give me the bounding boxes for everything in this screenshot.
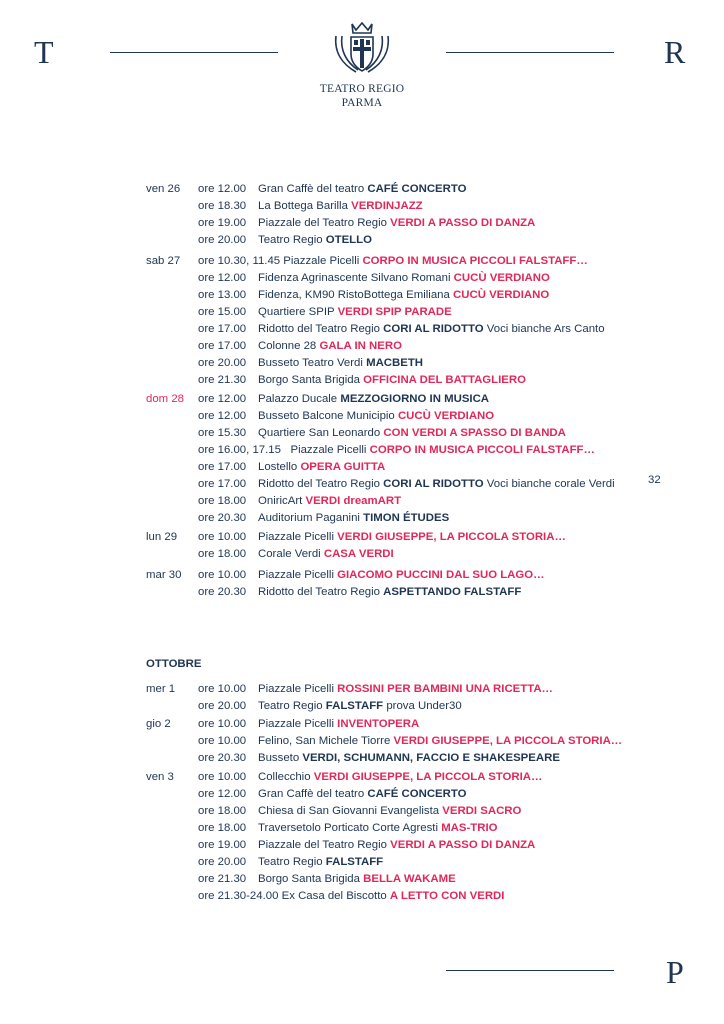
event-time: ore 18.00 [198, 495, 247, 507]
event-details [258, 855, 383, 869]
event-venue: Chiesa di San Giovanni Evangelista [258, 805, 440, 817]
event-title: VERDI GIUSEPPE, LA PICCOLA STORIA… [393, 735, 623, 747]
event-title: CAFÉ CONCERTO [367, 183, 467, 195]
logo-name: TEATRO REGIO [319, 83, 405, 95]
event-venue: Auditorium Paganini [258, 512, 360, 524]
event-time: ore 20.30 [198, 586, 247, 598]
event-details [258, 322, 605, 336]
event-details [258, 494, 401, 508]
event-venue: Ridotto del Teatro Regio [258, 478, 380, 490]
event-title: CORPO IN MUSICA PICCOLI FALSTAFF… [362, 255, 588, 267]
theatre-logo [318, 20, 406, 110]
event-title: OTELLO [325, 234, 372, 246]
event-title: CAFÉ CONCERTO [367, 788, 467, 800]
event-title: ASPETTANDO FALSTAFF [383, 586, 522, 598]
event-details [258, 734, 622, 748]
header-letter-left: T [34, 34, 54, 70]
event-time: ore 10.00 [198, 531, 247, 543]
event-venue: Fidenza, KM90 RistoBottega Emiliana [258, 289, 450, 301]
event-venue: Fidenza Agrinascente Silvano Romani [258, 272, 451, 284]
event-details [258, 838, 535, 852]
event-venue: Piazzale Picelli [283, 255, 360, 267]
event-venue: Quartiere San Leonardo [258, 427, 381, 439]
event-day: ven 26 [146, 183, 181, 195]
header-rule-left [110, 52, 278, 53]
event-details [258, 787, 467, 801]
event-venue: Piazzale del Teatro Regio [258, 217, 387, 229]
event-time: ore 17.00 [198, 461, 247, 473]
event-title: CON VERDI A SPASSO DI BANDA [383, 427, 566, 439]
event-venue: Traversetolo Porticato Corte Agresti [258, 822, 439, 834]
event-venue: Corale Verdi [258, 548, 321, 560]
event-venue: La Bottega Barilla [258, 200, 348, 212]
event-details [258, 530, 566, 544]
event-venue: Teatro Regio [258, 234, 323, 246]
event-details [258, 804, 521, 818]
event-time: ore 12.00 [198, 272, 247, 284]
event-details [258, 288, 549, 302]
event-time: ore 10.00 [198, 569, 247, 581]
event-title: CORPO IN MUSICA PICCOLI FALSTAFF… [369, 444, 595, 456]
event-time: ore 17.00 [198, 478, 247, 490]
event-venue: Palazzo Ducale [258, 393, 338, 405]
event-details [258, 568, 545, 582]
event-details [258, 199, 423, 213]
event-title: VERDI A PASSO DI DANZA [390, 217, 536, 229]
event-venue: Busseto Balcone Municipio [258, 410, 395, 422]
event-time: ore 12.00 [198, 183, 247, 195]
event-venue: Piazzale Picelli [258, 718, 334, 730]
event-venue: OniricArt [258, 495, 303, 507]
event-details [258, 821, 498, 835]
event-venue: Colonne 28 [258, 340, 317, 352]
event-venue: Piazzale Picelli [258, 531, 334, 543]
event-details [258, 426, 566, 440]
event-title: GIACOMO PUCCINI DAL SUO LAGO… [337, 569, 545, 581]
event-time: ore 19.00 [198, 839, 247, 851]
event-time: ore 18.00 [198, 822, 247, 834]
event-venue: Piazzale del Teatro Regio [258, 839, 387, 851]
event-note: Voci bianche Ars Canto [486, 323, 605, 335]
event-details [258, 373, 526, 387]
event-title: VERDI, SCHUMANN, FACCIO E SHAKESPEARE [302, 752, 560, 764]
event-time: ore 21.30 [198, 873, 247, 885]
event-note: Voci bianche corale Verdi [486, 478, 615, 490]
event-time: ore 18.00 [198, 548, 247, 560]
event-title: FALSTAFF [325, 856, 384, 868]
event-title: CASA VERDI [323, 548, 394, 560]
event-time: ore 20.30 [198, 752, 247, 764]
event-venue: Piazzale Picelli [258, 683, 334, 695]
event-details [258, 477, 615, 491]
event-venue: Borgo Santa Brigida [258, 374, 360, 386]
event-details [258, 271, 550, 285]
header-letter-right: R [664, 34, 686, 70]
event-details [258, 392, 489, 406]
footer-letter: P [666, 954, 684, 990]
event-time: ore 16.00, 17.15 [198, 444, 281, 456]
event-venue: Teatro Regio [258, 856, 323, 868]
event-day: sab 27 [146, 255, 181, 267]
event-venue: Quartiere SPIP [258, 306, 335, 318]
event-venue: Lostello [258, 461, 298, 473]
event-time: ore 12.00 [198, 393, 247, 405]
event-details [258, 547, 394, 561]
month-heading: OTTOBRE [146, 658, 202, 670]
event-venue: Gran Caffè del teatro [258, 183, 365, 195]
event-time: ore 20.00 [198, 700, 247, 712]
event-day: dom 28 [146, 393, 184, 405]
event-details [258, 699, 462, 713]
event-details [258, 182, 467, 196]
event-time: ore 13.00 [198, 289, 247, 301]
event-note: prova Under30 [386, 700, 462, 712]
event-time: ore 17.00 [198, 340, 247, 352]
event-time: ore 20.00 [198, 234, 247, 246]
event-title: OPERA GUITTA [300, 461, 386, 473]
event-details [258, 233, 372, 247]
footer-rule [446, 970, 614, 971]
event-title: FALSTAFF [325, 700, 384, 712]
event-venue: Piazzale Picelli [290, 444, 367, 456]
event-details [258, 585, 521, 599]
event-venue: Felino, San Michele Tiorre [258, 735, 391, 747]
event-title: OFFICINA DEL BATTAGLIERO [363, 374, 526, 386]
event-time: ore 12.00 [198, 410, 247, 422]
logo-city: PARMA [341, 97, 383, 109]
event-title: INVENTOPERA [337, 718, 420, 730]
event-details [198, 889, 504, 903]
event-title: ROSSINI PER BAMBINI UNA RICETTA… [337, 683, 553, 695]
event-title: VERDI GIUSEPPE, LA PICCOLA STORIA… [313, 771, 543, 783]
event-details [258, 216, 535, 230]
event-time: ore 21.30-24.00 [198, 890, 279, 902]
event-day: mer 1 [146, 683, 176, 695]
event-venue: Ridotto del Teatro Regio [258, 323, 380, 335]
event-title: BELLA WAKAME [363, 873, 456, 885]
event-time: ore 20.00 [198, 357, 247, 369]
event-time: ore 15.30 [198, 427, 247, 439]
event-title: VERDI GIUSEPPE, LA PICCOLA STORIA… [337, 531, 566, 543]
event-title: CUCÙ VERDIANO [397, 410, 495, 422]
event-title: MAS-TRIO [441, 822, 498, 834]
event-details [258, 460, 385, 474]
event-details [258, 409, 494, 423]
event-title: A LETTO CON VERDI [389, 890, 505, 902]
event-details [258, 751, 560, 765]
event-time: ore 20.30 [198, 512, 247, 524]
event-details [258, 717, 419, 731]
event-details [258, 511, 449, 525]
event-time: ore 21.30 [198, 374, 247, 386]
page-number: 32 [648, 474, 661, 486]
event-title: MACBETH [366, 357, 424, 369]
event-venue: Ex Casa del Biscotto [281, 890, 387, 902]
event-venue: Collecchio [258, 771, 311, 783]
event-details [258, 305, 452, 319]
event-day: mar 30 [146, 569, 182, 581]
event-day: lun 29 [146, 531, 178, 543]
event-time: ore 18.30 [198, 200, 247, 212]
event-title: GALA IN NERO [319, 340, 402, 352]
event-time: ore 15.00 [198, 306, 247, 318]
header-rule-right [446, 52, 614, 53]
event-time: ore 18.00 [198, 805, 247, 817]
event-title: CUCÙ VERDIANO [453, 272, 550, 284]
event-venue: Gran Caffè del teatro [258, 788, 365, 800]
event-day: ven 3 [146, 771, 174, 783]
event-venue: Busseto [258, 752, 300, 764]
event-time: ore 10.00 [198, 683, 247, 695]
event-venue: Borgo Santa Brigida [258, 873, 360, 885]
event-title: VERDI SACRO [442, 805, 522, 817]
event-title: CORI AL RIDOTTO [383, 323, 484, 335]
event-time: ore 20.00 [198, 856, 247, 868]
event-time: ore 19.00 [198, 217, 247, 229]
event-title: VERDINJAZZ [351, 200, 423, 212]
event-details [258, 682, 553, 696]
event-time: ore 10.00 [198, 771, 247, 783]
event-details [198, 443, 595, 457]
event-title: TIMON ÉTUDES [363, 512, 450, 524]
event-title: VERDI dreamART [305, 495, 402, 507]
event-title: VERDI A PASSO DI DANZA [390, 839, 536, 851]
event-time: ore 10.00 [198, 718, 247, 730]
crown-crest-icon [326, 20, 398, 76]
event-title: MEZZOGIORNO IN MUSICA [340, 393, 490, 405]
event-title: VERDI SPIP PARADE [337, 306, 452, 318]
event-details [258, 770, 542, 784]
event-venue: Teatro Regio [258, 700, 323, 712]
event-time: ore 17.00 [198, 323, 247, 335]
event-time: ore 10.00 [198, 735, 247, 747]
event-venue: Busseto Teatro Verdi [258, 357, 363, 369]
event-details [258, 872, 456, 886]
event-time: ore 12.00 [198, 788, 247, 800]
event-title: CORI AL RIDOTTO [383, 478, 484, 490]
event-venue: Piazzale Picelli [258, 569, 334, 581]
event-details [198, 254, 588, 268]
event-details [258, 356, 423, 370]
event-venue: Ridotto del Teatro Regio [258, 586, 380, 598]
event-details [258, 339, 402, 353]
event-day: gio 2 [146, 718, 171, 730]
event-time: ore 10.30, 11.45 [198, 255, 281, 267]
event-title: CUCÙ VERDIANO [453, 289, 550, 301]
